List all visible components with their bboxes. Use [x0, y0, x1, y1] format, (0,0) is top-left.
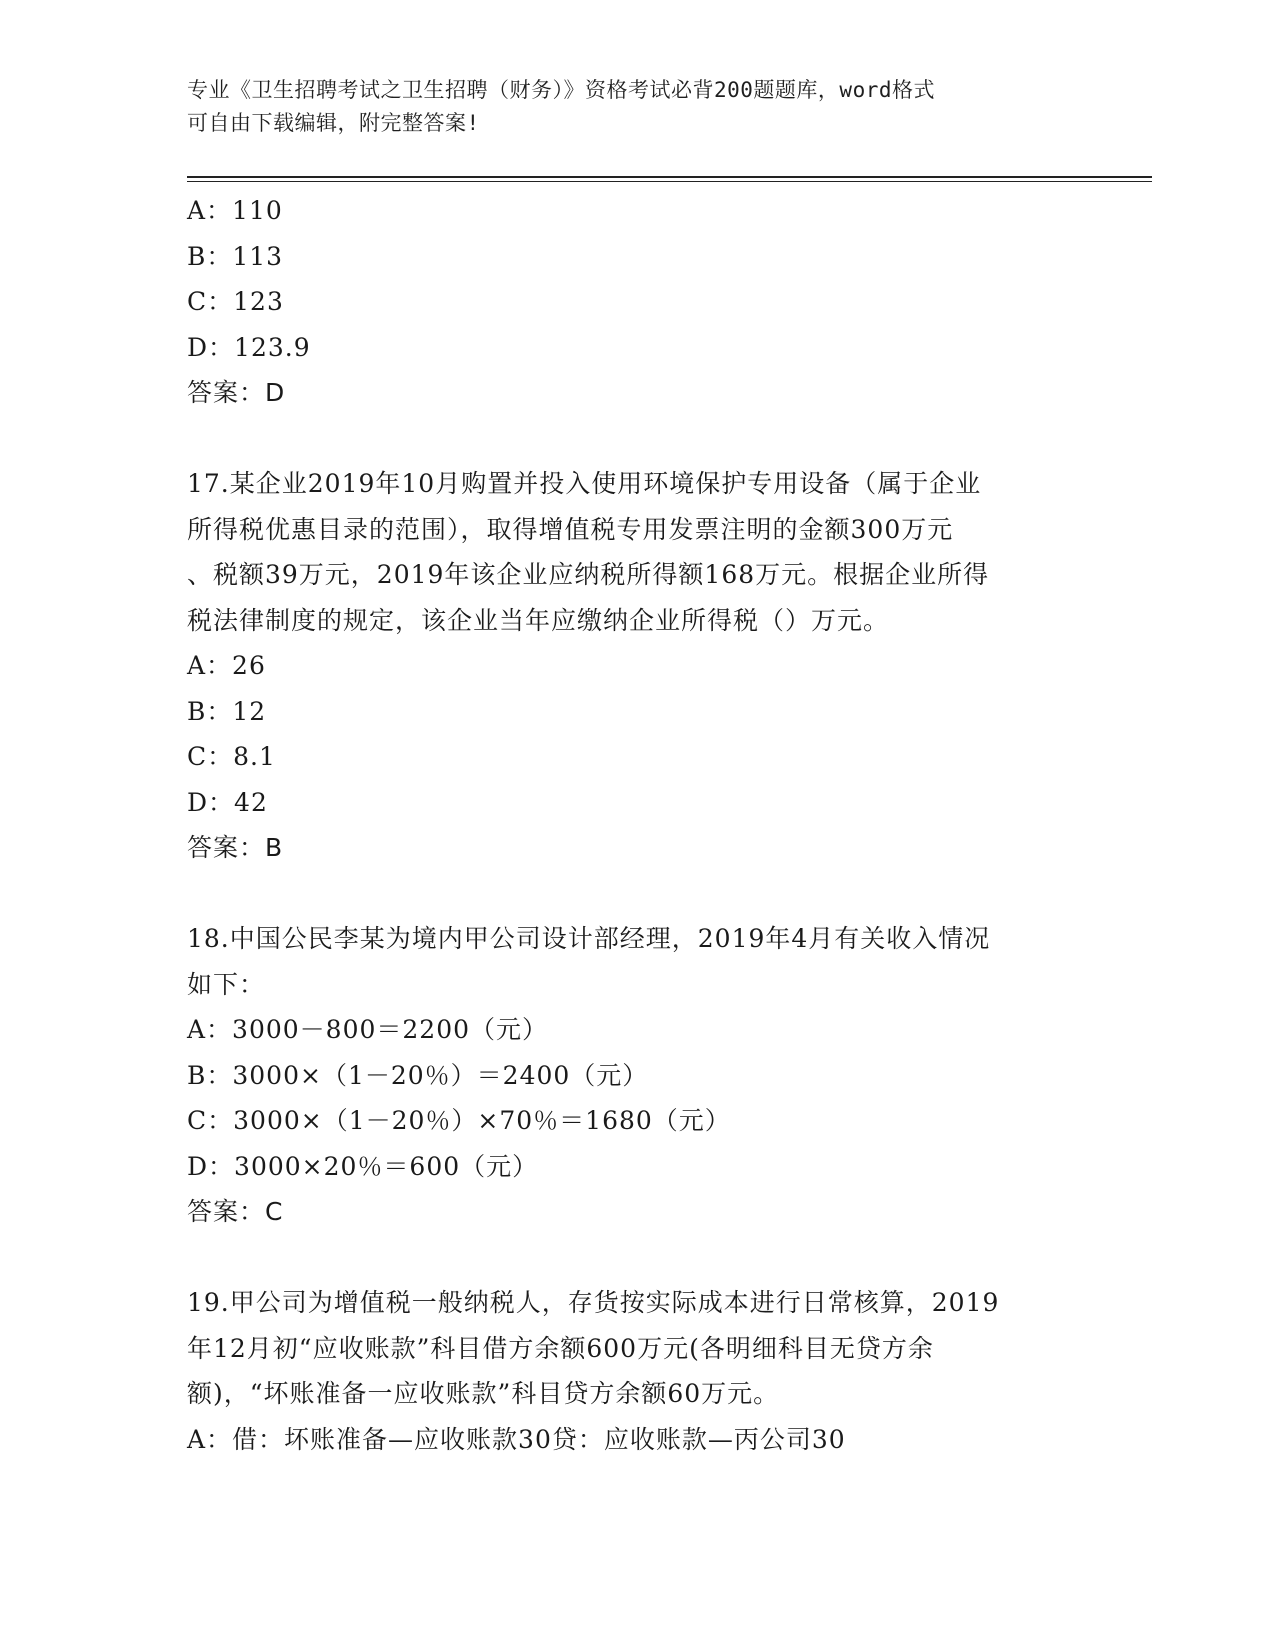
option-b: B：3000×（1－20％）＝2400（元） [187, 1060, 649, 1090]
option-c: C：8.1 [187, 742, 276, 771]
option-d: D：3000×20％＝600（元） [187, 1151, 539, 1181]
question-text-line: 额)，“坏账准备一应收账款”科目贷方余额60万元。 [187, 1379, 780, 1408]
question-text-line: 年12月初“应收账款”科目借方余额600万元(各明细科目无贷方余 [187, 1333, 934, 1363]
question-text-line: 税法律制度的规定，该企业当年应缴纳企业所得税（）万元。 [187, 605, 890, 635]
page-header [187, 74, 1067, 140]
option-c: C：3000×（1－20％）×70％＝1680（元） [187, 1106, 731, 1135]
spacer [187, 871, 1087, 917]
header-line-1: 专业《卫生招聘考试之卫生招聘（财务）》资格考试必背200题题库，word格式 [187, 78, 935, 102]
option-d: D：42 [187, 787, 268, 817]
question-text-line: 、税额39万元，2019年该企业应纳税所得额168万元。根据企业所得 [187, 560, 990, 589]
question-text-line: 17.某企业2019年10月购置并投入使用环境保护专用设备（属于企业 [187, 469, 982, 498]
option-a: A：110 [187, 196, 283, 225]
header-rule-thin [187, 181, 1152, 182]
answer-line: 答案：D [187, 378, 286, 407]
option-c: C：123 [187, 287, 284, 316]
header-line-2: 可自由下载编辑，附完整答案! [187, 111, 480, 135]
option-b: B：113 [187, 241, 284, 271]
answer-line: 答案：B [187, 833, 284, 862]
question-19-block [187, 1280, 1087, 1462]
document-body [187, 188, 1087, 1462]
spacer [187, 416, 1087, 462]
question-text-line: 如下： [187, 969, 266, 999]
option-a: A：26 [187, 651, 266, 680]
option-a: A：借：坏账准备—应收账款30贷：应收账款—丙公司30 [187, 1424, 846, 1454]
header-rule-thick [187, 176, 1152, 178]
question-text-line: 19.甲公司为增值税一般纳税人，存货按实际成本进行日常核算，2019 [187, 1288, 1000, 1317]
question-text-line: 所得税优惠目录的范围），取得增值税专用发票注明的金额300万元 [187, 514, 954, 544]
option-a: A：3000－800＝2200（元） [187, 1015, 549, 1044]
answer-line: 答案：C [187, 1197, 284, 1226]
spacer [187, 1235, 1087, 1281]
question-text-line: 18.中国公民李某为境内甲公司设计部经理，2019年4月有关收入情况 [187, 924, 991, 953]
option-d: D：123.9 [187, 332, 311, 362]
question-18-block [187, 916, 1087, 1235]
question-16-block [187, 188, 1087, 416]
question-17-block [187, 461, 1087, 871]
option-b: B：12 [187, 696, 267, 726]
